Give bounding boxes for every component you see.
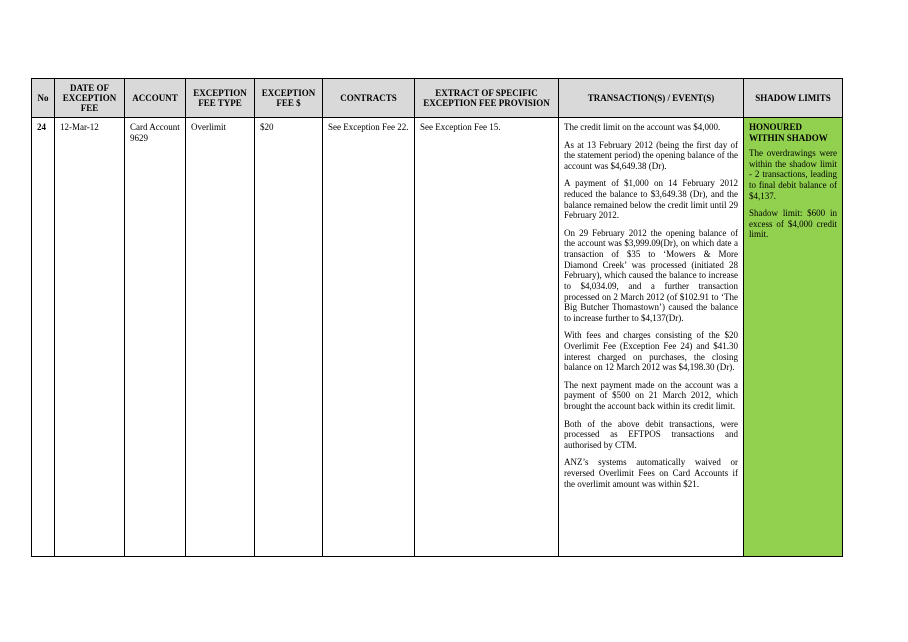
row-fee-amount: $20 xyxy=(255,118,323,557)
transaction-paragraph: Both of the above debit transactions, were processed as EFTPOS transactions and authorised by CTM. xyxy=(564,418,738,450)
table-row xyxy=(32,118,843,557)
row-date: 12-Mar-12 xyxy=(55,118,125,557)
row-contracts: See Exception Fee 22. xyxy=(323,118,415,557)
row-shadow-limits xyxy=(744,118,843,557)
header-fee-amount: EXCEPTION FEE $ xyxy=(255,79,323,118)
transaction-paragraph: On 29 February 2012 the opening balance of the account was $3,999.09(Dr), on which date a transaction of $35 to ‘Mowers & More Diamond Creek’ was processed (initiated 28 February), which caused the balance to increase to $4,034.09, and a further transaction processed on 2 March 2012 (of $102.91 to ‘The Big Butcher Thomastown’) caused the balance to increase further to $4,137(Dr). xyxy=(564,227,738,323)
header-contracts: CONTRACTS xyxy=(323,79,415,118)
header-no: No xyxy=(32,79,55,118)
row-account: Card Account 9629 xyxy=(125,118,186,557)
row-extract: See Exception Fee 15. xyxy=(415,118,559,557)
exception-fee-table xyxy=(31,78,843,557)
header-row xyxy=(32,79,843,118)
shadow-status: HONOURED WITHIN SHADOW xyxy=(749,122,828,143)
row-fee-type: Overlimit xyxy=(186,118,255,557)
transaction-paragraph: With fees and charges consisting of the $20 Overlimit Fee (Exception Fee 24) and $41.30 interest charged on purchases, the closing balance on 12 March 2012 was $4,198.30 (Dr). xyxy=(564,330,738,373)
header-fee-type: EXCEPTION FEE TYPE xyxy=(186,79,255,118)
transaction-paragraph: The credit limit on the account was $4,000. xyxy=(564,122,721,132)
header-shadow-limits: SHADOW LIMITS xyxy=(744,79,843,118)
transaction-paragraph: The next payment made on the account was a payment of $500 on 21 March 2012, which brought the account back within its credit limit. xyxy=(564,379,738,412)
header-account: ACCOUNT xyxy=(125,79,186,118)
shadow-note: Shadow limit: $600 in excess of $4,000 credit limit. xyxy=(749,208,837,240)
transaction-paragraph: A payment of $1,000 on 14 February 2012 reduced the balance to $3,649.38 (Dr), and the balance remained below the credit limit until 29 February 2012. xyxy=(564,178,738,221)
transaction-paragraph: As at 13 February 2012 (being the first day of the statement period) the opening balance of the account was $4,649.38 (Dr). xyxy=(564,139,738,171)
transaction-paragraph: ANZ’s systems automatically waived or reversed Overlimit Fees on Card Accounts if the overlimit amount was within $21. xyxy=(564,457,738,489)
shadow-note: The overdrawings were within the shadow limit - 2 transactions, leading to final debit balance of $4,137. xyxy=(749,148,837,201)
header-transactions: TRANSACTION(S) / EVENT(S) xyxy=(559,79,744,118)
row-no: 24 xyxy=(32,118,55,557)
row-transactions xyxy=(559,118,744,557)
header-date: DATE OF EXCEPTION FEE xyxy=(55,79,125,118)
header-extract: EXTRACT OF SPECIFIC EXCEPTION FEE PROVISION xyxy=(415,79,559,118)
